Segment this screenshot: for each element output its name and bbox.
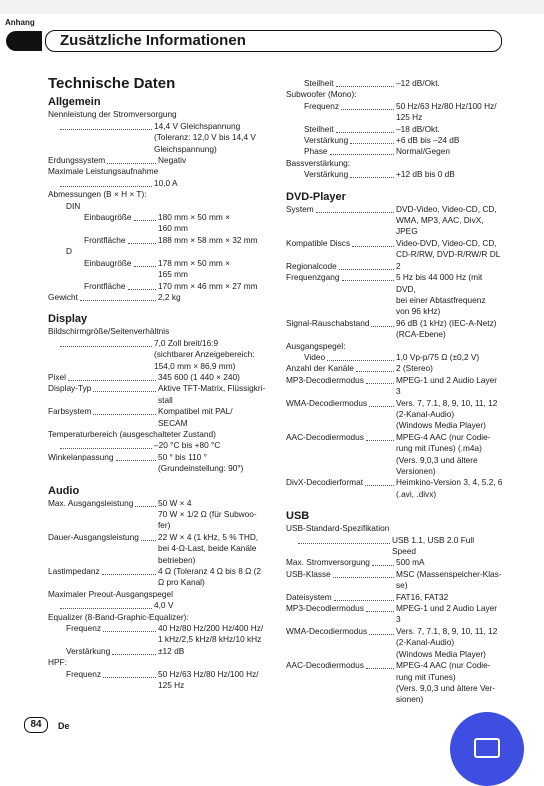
spec-row	[48, 600, 266, 611]
spec-value: ±12 dB	[158, 645, 185, 656]
spec-label: DivX-Decodierformat	[286, 477, 363, 488]
spec-label: Regionalcode	[286, 260, 337, 271]
spec-label: AAC-Decodiermodus	[286, 660, 364, 671]
spec-label: Frontfläche	[84, 234, 126, 245]
top-strip	[0, 0, 544, 14]
spec-label: DIN	[66, 200, 81, 211]
spec-label: Ausgangspegel:	[286, 340, 346, 351]
spec-value: 2 (Stereo)	[396, 363, 433, 374]
spec-label: System	[286, 203, 314, 214]
spec-value: 50 Hz/63 Hz/80 Hz/100 Hz/ 125 Hz	[396, 100, 497, 123]
spec-value: MPEG-1 und 2 Audio Layer 3	[396, 374, 498, 397]
spec-value: MSC (Massenspeicher-Klas- se)	[396, 568, 502, 591]
spec-label: Anzahl der Kanäle	[286, 363, 354, 374]
spec-value: Vers. 7, 7.1, 8, 9, 10, 11, 12 (2-Kanal-Audio) (Windows Media Player)	[396, 397, 498, 431]
spec-row	[48, 292, 266, 303]
page-title: Technische Daten	[48, 75, 176, 92]
heading-display: Display	[48, 313, 88, 326]
spec-label: Farbsystem	[48, 406, 92, 417]
section-tab	[6, 31, 42, 51]
spec-value: –20 °C bis +80 °C	[154, 440, 221, 451]
spec-label: Verstärkung	[66, 645, 111, 656]
spec-value: 178 mm × 50 mm × 165 mm	[158, 257, 230, 280]
spec-value: 345 600 (1 440 × 240)	[158, 371, 240, 382]
spec-value: 14,4 V Gleichspannung (Toleranz: 12,0 V bis 14,4 V Gleichspannung)	[154, 120, 256, 154]
spec-label: Display-Typ	[48, 383, 92, 394]
spec-label: Bassverstärkung:	[286, 157, 351, 168]
spec-row	[286, 146, 504, 157]
spec-row	[48, 566, 266, 589]
spec-value: 170 mm × 46 mm × 27 mm	[158, 280, 258, 291]
spec-value: Vers. 7, 7.1, 8, 9, 10, 11, 12 (2-Kanal-Audio) (Windows Media Player)	[396, 625, 498, 659]
spec-label: Einbaugröße	[84, 257, 132, 268]
spec-row	[286, 363, 504, 374]
spec-row	[286, 432, 504, 478]
scan-button[interactable]	[450, 712, 524, 786]
spec-value: +12 dB bis 0 dB	[396, 169, 455, 180]
spec-value: MPEG-4 AAC (nur Codie- rung mit iTunes) (.m4a) (Vers. 9,0,3 und ältere Versionen)	[396, 431, 491, 476]
spec-row	[286, 398, 504, 432]
spec-label: WMA-Decodiermodus	[286, 397, 368, 408]
spec-label: Verstärkung	[304, 169, 349, 180]
right-column	[286, 78, 504, 706]
spec-row	[286, 124, 504, 135]
spec-value: 22 W × 4 (1 kHz, 5 % THD, bei 4-Ω-Last, beide Kanäle betrieben)	[158, 531, 259, 565]
spec-value: 5 Hz bis 44 000 Hz (mit DVD, bei einer Abtastfrequenz von 96 kHz)	[396, 272, 486, 317]
spec-label: Max. Stromversorgung	[286, 557, 370, 568]
heading-dvd: DVD-Player	[286, 190, 346, 203]
spec-row	[48, 178, 266, 189]
spec-row	[48, 452, 266, 475]
spec-row	[286, 557, 504, 568]
spec-value: 40 Hz/80 Hz/200 Hz/400 Hz/ 1 kHz/2,5 kHz/8 kHz/10 kHz	[158, 623, 264, 645]
spec-row	[48, 646, 266, 657]
spec-row	[286, 603, 504, 626]
spec-label: Frequenz	[66, 668, 102, 679]
language-label: De	[58, 721, 70, 731]
spec-row	[286, 535, 504, 558]
spec-row	[286, 204, 504, 238]
spec-label: Kompatible Discs	[286, 237, 351, 248]
spec-label: Gewicht	[48, 291, 78, 302]
spec-label: Einbaugröße	[84, 212, 132, 223]
spec-label: D	[66, 246, 72, 257]
heading-audio: Audio	[48, 484, 80, 497]
spec-label: WMA-Decodiermodus	[286, 625, 368, 636]
spec-value: 1,0 Vp-p/75 Ω (±0,2 V)	[396, 351, 480, 362]
spec-row	[286, 238, 504, 261]
spec-row	[286, 477, 504, 500]
spec-value: Kompatibel mit PAL/ SECAM	[158, 406, 233, 428]
spec-value: 2	[396, 260, 401, 271]
section-title: Zusätzliche Informationen	[60, 32, 246, 49]
spec-value: 4 Ω (Toleranz 4 Ω bis 8 Ω (2 Ω pro Kanal)	[158, 566, 261, 588]
scan-icon	[474, 738, 500, 758]
spec-value: 50 Hz/63 Hz/80 Hz/100 Hz/ 125 Hz	[158, 668, 259, 691]
spec-value: 188 mm × 58 mm × 32 mm	[158, 234, 258, 245]
spec-row	[286, 272, 504, 318]
spec-row	[48, 406, 266, 429]
spec-row	[48, 281, 266, 292]
spec-label: Max. Ausgangsleistung	[48, 497, 134, 508]
spec-value: +6 dB bis –24 dB	[396, 135, 460, 146]
spec-row	[48, 383, 266, 406]
spec-label: Subwoofer (Mono):	[286, 89, 357, 100]
spec-value: 7,0 Zoll breit/16:9 (sichtbarer Anzeigebereich: 154,0 mm × 86,9 mm)	[154, 337, 255, 371]
spec-label: USB-Klasse	[286, 568, 331, 579]
spec-row	[286, 352, 504, 363]
spec-label: Abmessungen (B × H × T):	[48, 189, 147, 200]
spec-label: Video	[304, 351, 326, 362]
spec-row	[48, 121, 266, 155]
page-number: 84	[24, 717, 48, 733]
spec-value: 4,0 V	[154, 600, 174, 611]
spec-label: Nennleistung der Stromversorgung	[48, 109, 177, 120]
spec-value: FAT16, FAT32	[396, 591, 449, 602]
spec-row	[286, 261, 504, 272]
spec-row	[48, 212, 266, 235]
spec-label: Phase	[304, 146, 328, 157]
spec-row	[48, 623, 266, 646]
spec-row	[286, 569, 504, 592]
chapter-label: Anhang	[5, 18, 35, 27]
spec-row	[48, 235, 266, 246]
spec-row	[48, 258, 266, 281]
spec-value: 50 ° bis 110 ° (Grundeinstellung: 90°)	[158, 451, 244, 474]
spec-label: Winkelanpassung	[48, 451, 114, 462]
spec-value: 96 dB (1 kHz) (IEC-A-Netz) (RCA-Ebene)	[396, 317, 497, 340]
spec-row	[48, 338, 266, 372]
left-column	[48, 75, 266, 692]
spec-row	[48, 498, 266, 532]
spec-label: Verstärkung	[304, 135, 349, 146]
spec-value: 10,0 A	[154, 177, 178, 188]
heading-usb: USB	[286, 510, 310, 523]
spec-row	[286, 592, 504, 603]
section-header	[45, 30, 502, 52]
spec-label: Dauer-Ausgangsleistung	[48, 531, 139, 542]
spec-label: MP3-Decodiermodus	[286, 603, 364, 614]
spec-row	[48, 669, 266, 692]
spec-value: 180 mm × 50 mm × 160 mm	[158, 212, 230, 234]
spec-label: Lastimpedanz	[48, 566, 100, 577]
spec-label: AAC-Decodiermodus	[286, 431, 364, 442]
spec-row	[286, 169, 504, 180]
spec-label: HPF:	[48, 657, 67, 668]
spec-value: Aktive TFT-Matrix, Flüssigkri- stall	[158, 383, 266, 405]
spec-label: Erdungssystem	[48, 155, 106, 166]
spec-label: Pixel	[48, 371, 66, 382]
spec-row	[286, 660, 504, 706]
spec-value: 500 mA	[396, 557, 425, 568]
spec-label: Frequenz	[304, 100, 340, 111]
spec-value: –12 dB/Okt.	[396, 78, 440, 88]
spec-row	[286, 626, 504, 660]
spec-label: Dateisystem	[286, 591, 332, 602]
spec-label: Steilheit	[304, 78, 334, 88]
spec-label: Bildschirmgröße/Seitenverhältnis	[48, 326, 170, 337]
spec-value: USB 1.1, USB 2.0 Full Speed	[392, 534, 475, 557]
spec-label: MP3-Decodiermodus	[286, 374, 364, 385]
spec-row	[286, 135, 504, 146]
spec-label: Maximaler Preout-Ausgangspegel	[48, 588, 173, 599]
spec-value: –18 dB/Okt.	[396, 123, 440, 134]
spec-value: 50 W × 4 70 W × 1/2 Ω (für Subwoo- fer)	[158, 497, 257, 531]
spec-row	[48, 440, 266, 451]
spec-value: MPEG-4 AAC (nur Codie- rung mit iTunes) (Vers. 9,0,3 und ältere Ver- sionen)	[396, 660, 496, 705]
spec-row	[286, 101, 504, 124]
spec-label: Maximale Leistungsaufnahme	[48, 166, 159, 177]
spec-value: Video-DVD, Video-CD, CD, CD-R/RW, DVD-R/RW/R DL	[396, 237, 501, 260]
spec-label: Steilheit	[304, 123, 334, 134]
heading-allgemein: Allgemein	[48, 96, 101, 109]
spec-label: Equalizer (8-Band-Graphic-Equalizer):	[48, 611, 189, 622]
spec-label: USB-Standard-Spezifikation	[286, 523, 390, 534]
spec-label: Frontfläche	[84, 280, 126, 291]
spec-value: Negativ	[158, 155, 187, 166]
spec-label: Temperaturbereich (ausgeschalteter Zustand)	[48, 428, 216, 439]
spec-row	[48, 532, 266, 566]
spec-row	[286, 375, 504, 398]
spec-value: MPEG-1 und 2 Audio Layer 3	[396, 603, 498, 625]
spec-value: Normal/Gegen	[396, 146, 450, 157]
spec-value: DVD-Video, Video-CD, CD, WMA, MP3, AAC, DivX, JPEG	[396, 203, 497, 237]
spec-row	[286, 318, 504, 341]
spec-label: Signal-Rauschabstand	[286, 317, 370, 328]
spec-value: Heimkino-Version 3, 4, 5.2, 6 (.avi, .divx)	[396, 477, 503, 499]
spec-row	[286, 78, 504, 89]
spec-row	[48, 155, 266, 166]
spec-label: Frequenz	[66, 623, 102, 634]
spec-value: 2,2 kg	[158, 291, 181, 302]
spec-row	[48, 372, 266, 383]
spec-label: Frequenzgang	[286, 272, 340, 283]
